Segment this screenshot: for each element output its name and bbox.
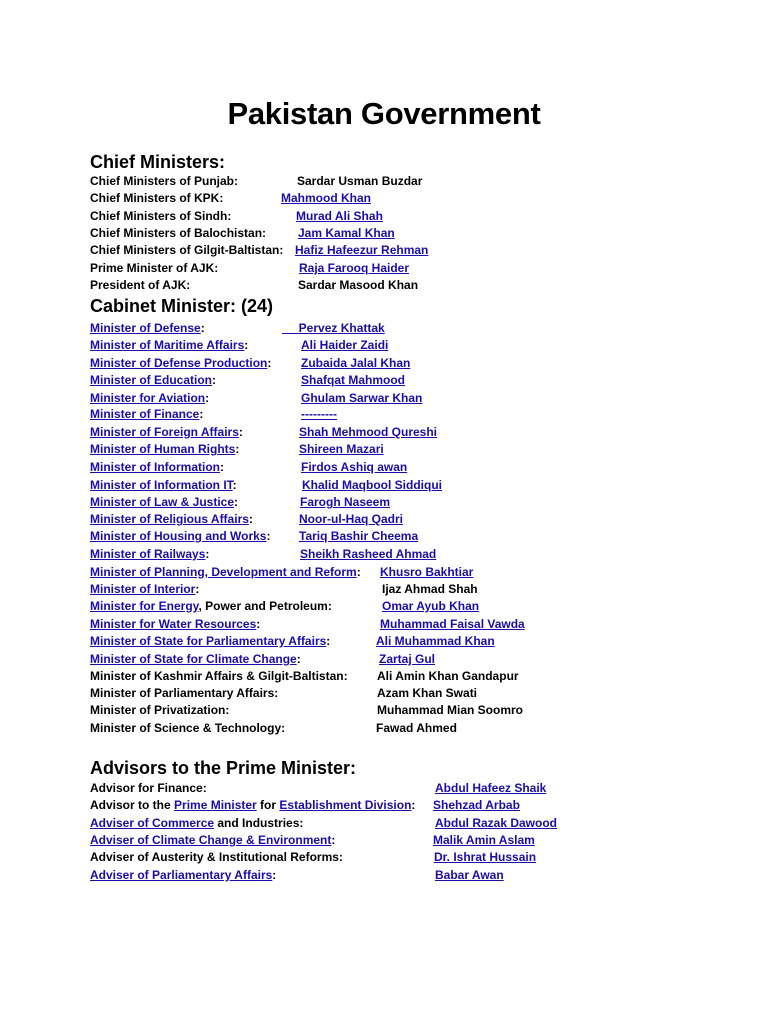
chief-value-link[interactable]: Mahmood Khan: [281, 191, 371, 205]
minister-name: Ali Amin Khan Gandapur: [377, 669, 519, 683]
suffix: :: [248, 512, 253, 526]
suffix: :: [331, 833, 336, 847]
cabinet-row: [90, 441, 384, 458]
advisor-link[interactable]: Babar Awan: [435, 868, 504, 882]
advisor-label: Advisor for Finance:: [90, 781, 207, 795]
minister-link[interactable]: Ghulam Sarwar Khan: [301, 391, 423, 405]
chief-row-president-ajk: [90, 277, 419, 294]
chief-label: Chief Ministers of Gilgit-Baltistan:: [90, 243, 284, 257]
chief-label: Chief Ministers of Sindh:: [90, 209, 232, 223]
chief-row-punjab: [90, 173, 423, 190]
cabinet-row: [90, 337, 389, 354]
cabinet-row: [90, 564, 474, 581]
cabinet-heading: Cabinet Minister: (24): [90, 296, 274, 316]
minister-link[interactable]: Khusro Bakhtiar: [380, 565, 474, 579]
establishment-division-link[interactable]: Establishment Division: [279, 798, 412, 812]
cabinet-row: [90, 320, 385, 337]
suffix: :: [205, 547, 210, 561]
advisor-row: [90, 867, 504, 884]
ministry-link[interactable]: Minister of Law & Justice: [90, 495, 235, 509]
minister-link[interactable]: Tariq Bashir Cheema: [299, 529, 419, 543]
suffix: :: [234, 495, 239, 509]
cabinet-row: [90, 406, 337, 423]
suffix: :: [220, 460, 224, 474]
suffix: :: [199, 407, 204, 421]
adviser-parliamentary-link[interactable]: Adviser of Parliamentary Affairs: [90, 868, 273, 882]
cabinet-row: [90, 546, 437, 563]
minister-link[interactable]: ---------: [301, 407, 337, 421]
minister-link[interactable]: Noor-ul-Haq Qadri: [299, 512, 403, 526]
minister-name: Ijaz Ahmad Shah: [382, 582, 478, 596]
chief-value-link[interactable]: Murad Ali Shah: [296, 209, 383, 223]
cabinet-row: [90, 598, 480, 615]
cabinet-row: [90, 633, 495, 650]
chief-row-balochistan: [90, 225, 395, 242]
suffix: :: [212, 373, 217, 387]
suffix: and Industries:: [214, 816, 304, 830]
minister-link[interactable]: Sheikh Rasheed Ahmad: [300, 547, 437, 561]
suffix: :: [200, 321, 205, 335]
ministry-link[interactable]: Minister of Human Rights: [90, 442, 236, 456]
advisor-link[interactable]: Abdul Razak Dawood: [435, 816, 558, 830]
ministry-label: Minister of Parliamentary Affairs:: [90, 686, 279, 700]
ministry-link[interactable]: Minister of Planning, Development and Reform: [90, 565, 357, 579]
minister-link[interactable]: Shireen Mazari: [299, 442, 384, 456]
page-title: Pakistan Government: [227, 96, 541, 131]
cabinet-row: [90, 477, 442, 494]
chief-label: Prime Minister of AJK:: [90, 261, 219, 275]
minister-link[interactable]: Zartaj Gul: [379, 652, 436, 666]
cabinet-row: [90, 581, 478, 598]
minister-name: Fawad Ahmed: [376, 721, 457, 735]
chief-row-sindh: [90, 208, 383, 225]
suffix: :: [356, 565, 361, 579]
advisor-link[interactable]: Shehzad Arbab: [433, 798, 520, 812]
advisor-label-post: :: [411, 798, 416, 812]
advisor-label-mid: for: [256, 798, 280, 812]
suffix: :: [232, 478, 237, 492]
cabinet-row: [90, 528, 419, 545]
ministry-link[interactable]: Minister of Information IT: [90, 478, 233, 492]
chief-ministers-heading: Chief Ministers:: [90, 152, 226, 172]
cabinet-row: [90, 511, 403, 528]
cabinet-row: [90, 702, 524, 719]
suffix: :: [272, 868, 277, 882]
advisor-link[interactable]: Malik Amin Aslam: [433, 833, 535, 847]
cabinet-row: [90, 668, 519, 685]
advisor-label: Adviser of Austerity & Institutional Reforms:: [90, 850, 343, 864]
ministry-link[interactable]: Minister of State for Climate Change: [90, 652, 297, 666]
adviser-climate-link[interactable]: Adviser of Climate Change & Environment: [90, 833, 332, 847]
ministry-link[interactable]: Minister of Housing and Works: [90, 529, 267, 543]
ministry-link[interactable]: Minister of Finance: [90, 407, 200, 421]
cabinet-row: [90, 355, 411, 372]
minister-link[interactable]: Ali Haider Zaidi: [301, 338, 389, 352]
minister-name: Pervez Khattak: [298, 321, 385, 335]
suffix: :: [326, 634, 331, 648]
ministry-link[interactable]: Minister of Maritime Affairs: [90, 338, 245, 352]
chief-value-link[interactable]: Hafiz Hafeezur Rehman: [295, 243, 429, 257]
chief-label: Chief Ministers of Punjab:: [90, 174, 239, 188]
suffix: , Power and Petroleum:: [198, 599, 332, 613]
ministry-link[interactable]: Minister of State for Parliamentary Affairs: [90, 634, 327, 648]
ministry-link[interactable]: Minister of Education: [90, 373, 213, 387]
advisor-row: [90, 832, 535, 849]
ministry-link[interactable]: Minister of Religious Affairs: [90, 512, 249, 526]
suffix: :: [238, 425, 243, 439]
ministry-link[interactable]: Minister for Aviation: [90, 391, 206, 405]
chief-label: Chief Ministers of KPK:: [90, 191, 224, 205]
ministry-label: Minister of Kashmir Affairs & Gilgit-Baltistan:: [90, 669, 348, 683]
minister-link[interactable]: Muhammad Faisal Vawda: [380, 617, 525, 631]
cabinet-row: [90, 459, 408, 476]
advisors-heading: Advisors to the Prime Minister:: [90, 758, 357, 778]
minister-link[interactable]: Firdos Ashiq awan: [301, 460, 408, 474]
cabinet-row: [90, 372, 405, 389]
minister-link[interactable]: Ali Muhammad Khan: [376, 634, 495, 648]
ministry-link[interactable]: Minister of Railways: [90, 547, 206, 561]
suffix: :: [296, 652, 301, 666]
suffix: :: [235, 442, 240, 456]
chief-row-kpk: [90, 190, 371, 207]
adviser-commerce-link[interactable]: Adviser of Commerce: [90, 816, 215, 830]
chief-label: President of AJK:: [90, 278, 191, 292]
chief-value: Sardar Usman Buzdar: [297, 174, 423, 188]
chief-value: Sardar Masood Khan: [298, 278, 419, 292]
ministry-link[interactable]: Minister of Foreign Affairs: [90, 425, 239, 439]
minister-link[interactable]: Shah Mehmood Qureshi: [299, 425, 438, 439]
prime-minister-link[interactable]: Prime Minister: [174, 798, 257, 812]
suffix: :: [267, 356, 272, 370]
cabinet-row: [90, 390, 423, 407]
advisor-label-pre: Advisor to the: [90, 798, 175, 812]
cabinet-row: [90, 720, 457, 737]
ministry-link[interactable]: Minister of Defense Production: [90, 356, 268, 370]
ministry-link[interactable]: Minister for Energy: [90, 599, 199, 613]
ministry-link[interactable]: Minister of Information: [90, 460, 220, 474]
minister-link[interactable]: Farogh Naseem: [300, 495, 391, 509]
cabinet-row: [90, 494, 391, 511]
advisor-row: [90, 780, 547, 797]
cabinet-row: [90, 424, 438, 441]
advisor-link[interactable]: Abdul Hafeez Shaik: [435, 781, 547, 795]
suffix: :: [256, 617, 261, 631]
advisor-row: [90, 849, 537, 866]
minister-link[interactable]: Khalid Maqbool Siddiqui: [302, 478, 442, 492]
advisor-row: [90, 797, 520, 814]
ministry-link[interactable]: Minister of Defense: [90, 321, 201, 335]
minister-link[interactable]: Zubaida Jalal Khan: [301, 356, 411, 370]
cabinet-row: [90, 651, 436, 668]
chief-row-pm-ajk: [90, 260, 410, 277]
advisor-link[interactable]: Dr. Ishrat Hussain: [434, 850, 537, 864]
ministry-label: Minister of Science & Technology:: [90, 721, 286, 735]
suffix: :: [205, 391, 210, 405]
chief-value-link[interactable]: Jam Kamal Khan: [298, 226, 395, 240]
ministry-label: Minister of Privatization:: [90, 703, 230, 717]
minister-name: Muhammad Mian Soomro: [377, 703, 524, 717]
minister-link[interactable]: Shafqat Mahmood: [301, 373, 405, 387]
chief-row-gilgit-baltistan: [90, 242, 429, 259]
advisor-row: [90, 815, 558, 832]
suffix: :: [195, 582, 200, 596]
ministry-link[interactable]: Minister for Water Resources: [90, 617, 257, 631]
minister-name: Azam Khan Swati: [377, 686, 478, 700]
suffix: :: [266, 529, 271, 543]
cabinet-row: [90, 616, 525, 633]
cabinet-row: [90, 685, 478, 702]
minister-link[interactable]: [282, 320, 385, 337]
chief-value-link[interactable]: Raja Farooq Haider: [299, 261, 410, 275]
chief-label: Chief Ministers of Balochistan:: [90, 226, 267, 240]
ministry-link[interactable]: Minister of Interior: [90, 582, 196, 596]
minister-link[interactable]: Omar Ayub Khan: [382, 599, 480, 613]
suffix: :: [244, 338, 249, 352]
